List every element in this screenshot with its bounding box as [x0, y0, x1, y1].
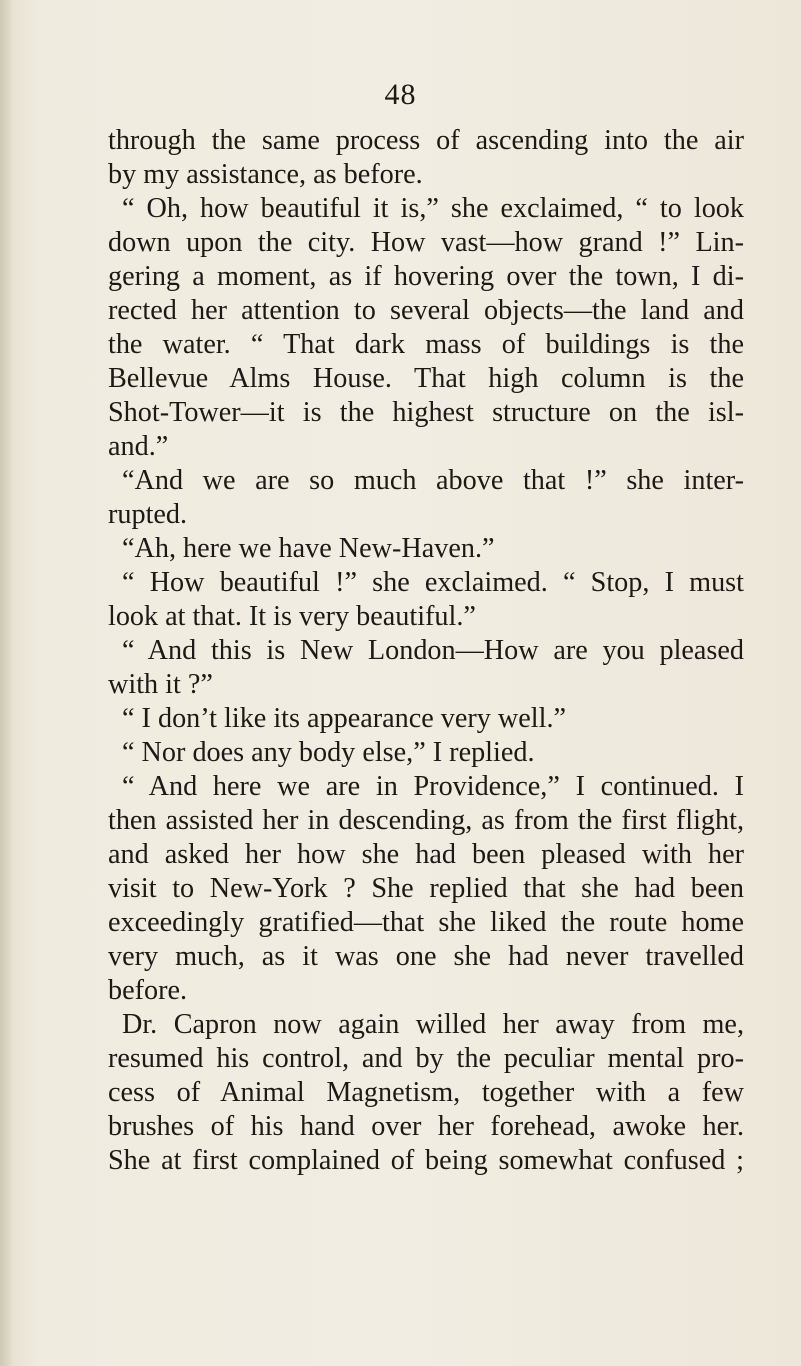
text-line: down upon the city. How vast—how grand !” Lin- [108, 227, 744, 258]
text-line: then assisted her in descending, as from the first flight, [108, 805, 744, 836]
page-number: 48 [384, 78, 417, 111]
body-text [108, 124, 744, 1178]
text-line: the water. “ That dark mass of buildings is the [108, 329, 744, 360]
text-line: look at that. It is very beautiful.” [108, 601, 476, 632]
text-line: exceedingly gratified—that she liked the route home [108, 907, 744, 938]
text-line: resumed his control, and by the peculiar mental pro- [108, 1043, 744, 1074]
text-line: through the same process of ascending into the air [108, 125, 744, 156]
text-line: with it ?” [108, 669, 213, 700]
text-line: “ Nor does any body else,” I replied. [122, 737, 535, 768]
text-line: visit to New-York ? She replied that she had been [108, 873, 744, 904]
text-line: Bellevue Alms House. That high column is the [108, 363, 744, 394]
text-line: and asked her how she had been pleased with her [108, 839, 744, 870]
text-line: “ And this is New London—How are you pleased [122, 635, 744, 666]
text-line: “ I don’t like its appearance very well.” [122, 703, 567, 734]
text-line: “ How beautiful !” she exclaimed. “ Stop, I must [122, 567, 744, 598]
text-line: She at first complained of being somewhat confused ; [108, 1145, 744, 1176]
text-line: “ And here we are in Providence,” I continued. I [122, 771, 744, 802]
text-line: “And we are so much above that !” she inter- [122, 465, 744, 496]
text-line: and.” [108, 431, 169, 462]
text-line: Shot-Tower—it is the highest structure on the isl- [108, 397, 744, 428]
text-line: Dr. Capron now again willed her away from me, [122, 1009, 744, 1040]
text-line: “ Oh, how beautiful it is,” she exclaimed, “ to look [122, 193, 744, 224]
text-line: gering a moment, as if hovering over the town, I di- [108, 261, 744, 292]
text-line: brushes of his hand over her forehead, awoke her. [108, 1111, 744, 1142]
page-gutter-shadow [0, 0, 14, 1366]
text-line: very much, as it was one she had never travelled [108, 941, 744, 972]
text-line: by my assistance, as before. [108, 159, 423, 190]
text-line: before. [108, 975, 188, 1006]
text-line: rected her attention to several objects—the land and [108, 295, 744, 326]
text-line: “Ah, here we have New-Haven.” [122, 533, 495, 564]
text-line: cess of Animal Magnetism, together with a few [108, 1077, 744, 1108]
text-line: rupted. [108, 499, 188, 530]
